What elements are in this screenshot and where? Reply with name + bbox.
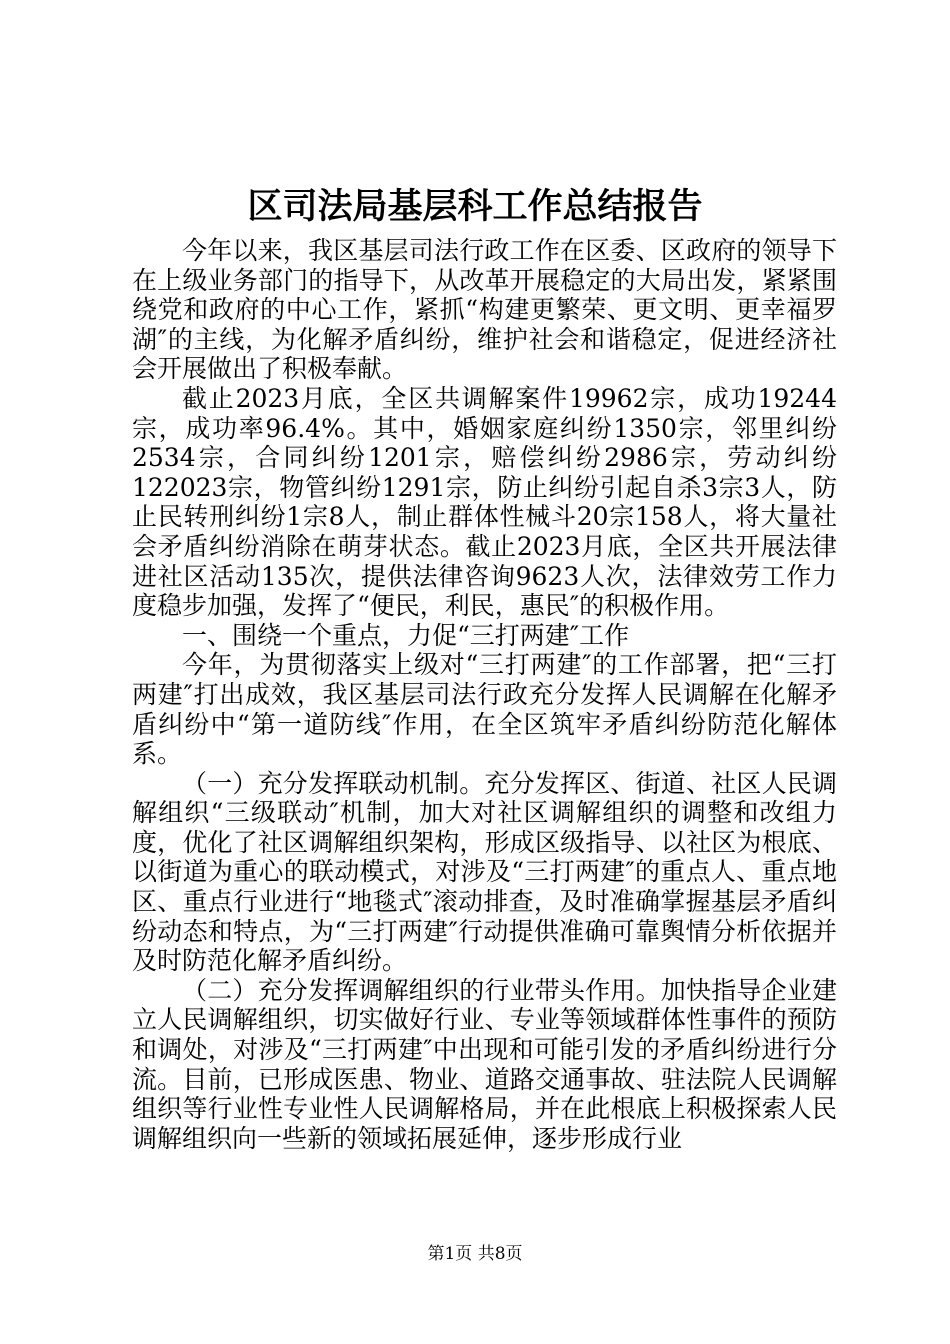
paragraph-subsection-1: （一）充分发挥联动机制。充分发挥区、街道、社区人民调解组织“三级联动″机制，加大对社区调解组织的调整和改组力度，优化了社区调解组织架构，形成区级指导、以社区为根底、以街道为重心的联动模式，对涉及“三打两建″的重点人、重点地区、重点行业进行“地毯式″滚动排查，及时准确掌握基层矛盾纠纷动态和特点，为“三打两建″行动提供准确可靠舆情分析依据并及时防范化解矛盾纠纷。 (132, 768, 837, 976)
document-title: 区司法局基层科工作总结报告 (247, 186, 703, 227)
document-body (132, 236, 837, 1153)
paragraph-section-1-intro: 今年，为贯彻落实上级对“三打两建″的工作部署，把“三打两建″打出成效，我区基层司法行政充分发挥人民调解在化解矛盾纠纷中“第一道防线″作用，在全区筑牢矛盾纠纷防范化解体系。 (132, 650, 837, 769)
section-heading-1: 一、围绕一个重点，力促“三打两建″工作 (182, 620, 630, 650)
paragraph-subsection-2: （二）充分发挥调解组织的行业带头作用。加快指导企业建立人民调解组织，切实做好行业、专业等领域群体性事件的预防和调处，对涉及“三打两建″中出现和可能引发的矛盾纠纷进行分流。目前，已形成医患、物业、道路交通事故、驻法院人民调解组织等行业性专业性人民调解格局，并在此根底上积极探索人民调解组织向一些新的领域拓展延伸，逐步形成行业 (132, 975, 837, 1153)
paragraph-statistics: 截止2023月底，全区共调解案件19962宗，成功19244宗，成功率96.4%。其中，婚姻家庭纠纷1350宗，邻里纠纷2534宗，合同纠纷1201宗，赔偿纠纷2986宗，劳动纠纷122023宗，物管纠纷1291宗，防止纠纷引起自杀3宗3人，防止民转刑纠纷1宗8人，制止群体性械斗20宗158人，将大量社会矛盾纠纷消除在萌芽状态。截止2023月底，全区共开展法律进社区活动135次，提供法律咨询9623人次，法律效劳工作力度稳步加强，发挥了“便民，利民，惠民″的积极作用。 (132, 383, 837, 621)
paragraph-intro: 今年以来，我区基层司法行政工作在区委、区政府的领导下在上级业务部门的指导下，从改革开展稳定的大局出发，紧紧围绕党和政府的中心工作，紧抓“构建更繁荣、更文明、更幸福罗湖″的主线，为化解矛盾纠纷，维护社会和谐稳定，促进经济社会开展做出了积极奉献。 (132, 236, 837, 384)
page-number-footer: 第1页 共8页 (427, 1244, 523, 1264)
